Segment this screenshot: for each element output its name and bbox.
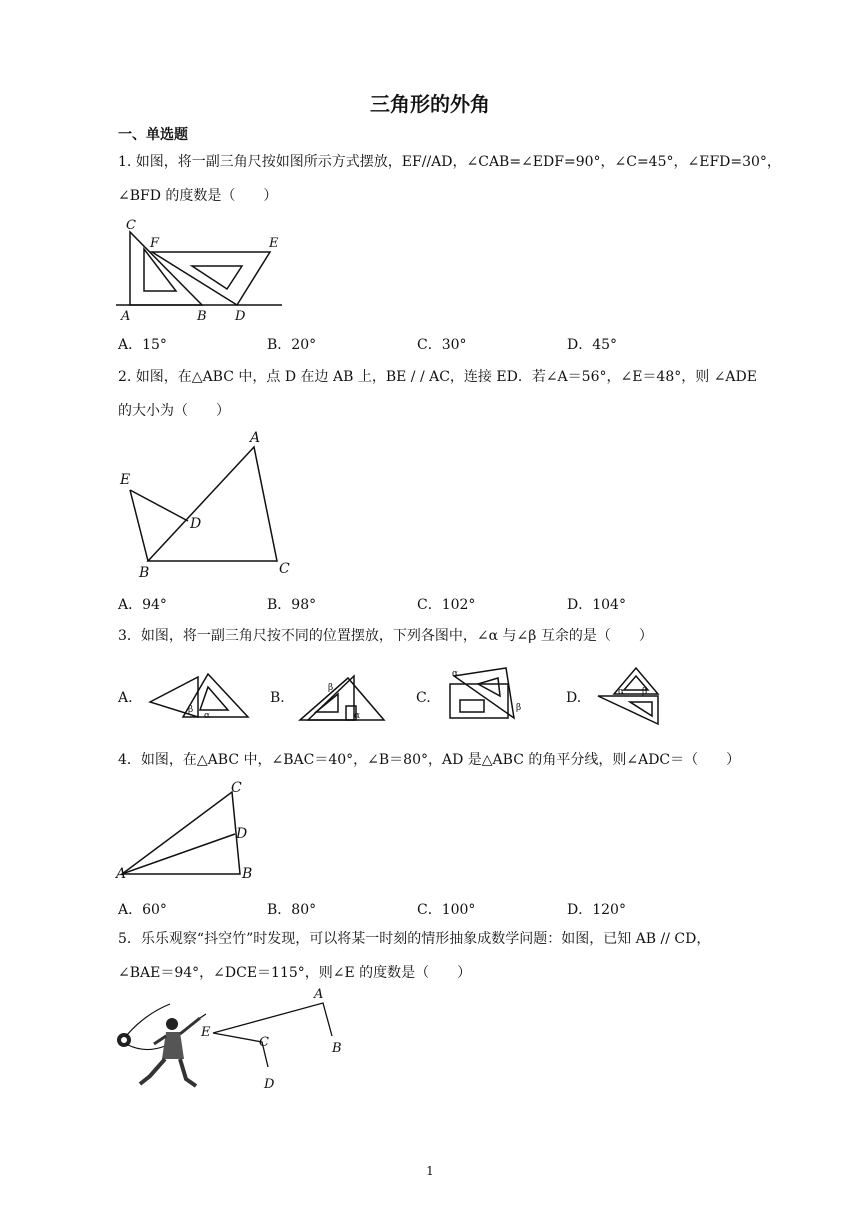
q1-figure xyxy=(112,214,287,324)
q4-label-a: A xyxy=(116,866,127,882)
q3c-alpha: α xyxy=(452,669,459,679)
q5-label-b: B xyxy=(332,1041,342,1056)
q5-label-d: D xyxy=(264,1077,275,1092)
q2-text-line1: 2. 如图，在△ABC 中，点 D 在边 AB 上，BE / / AC，连接 ED．若∠A＝56°，∠E＝48°，则 ∠ADE xyxy=(118,369,757,385)
q5-label-e: E xyxy=(201,1025,211,1040)
q2-label-e: E xyxy=(120,472,131,488)
q1-option-d[interactable]: D．45° xyxy=(567,337,618,353)
q4-figure xyxy=(112,776,272,886)
page-title: 三角形的外角 xyxy=(370,92,490,116)
q2-option-d[interactable]: D．104° xyxy=(567,597,626,613)
q3-option-c[interactable]: C. xyxy=(416,690,431,706)
page-number: 1 xyxy=(426,1164,434,1178)
q1-option-b[interactable]: B．20° xyxy=(267,337,317,353)
q2-label-c: C xyxy=(279,561,290,577)
q1-label-f: F xyxy=(150,236,160,251)
q2-option-a[interactable]: A．94° xyxy=(118,597,167,613)
q4-text-line1: 4．如图，在△ABC 中，∠BAC＝40°，∠B＝80°，AD 是△ABC 的角平分线，则∠ADC＝（ ） xyxy=(118,752,741,768)
q3-figure-b xyxy=(298,668,386,724)
q4-option-c[interactable]: C．100° xyxy=(417,902,476,918)
q3-figure-c xyxy=(446,666,526,722)
section-heading: 一、单选题 xyxy=(118,127,188,143)
q3a-beta: β xyxy=(188,705,194,715)
diabolo-player-illustration xyxy=(117,1004,206,1086)
q2-text-line2: 的大小为（ ） xyxy=(118,403,230,419)
q4-label-d: D xyxy=(236,826,248,842)
q2-option-b[interactable]: B．98° xyxy=(267,597,317,613)
q3b-alpha: α xyxy=(354,711,361,721)
q3-option-d[interactable]: D. xyxy=(566,690,582,706)
q4-option-b[interactable]: B．80° xyxy=(267,902,317,918)
q5-label-c: C xyxy=(259,1035,269,1050)
q2-option-c[interactable]: C．102° xyxy=(417,597,476,613)
q1-label-b: B xyxy=(197,309,207,324)
q2-figure xyxy=(112,428,302,583)
q1-label-a: A xyxy=(121,309,131,324)
q2-label-a: A xyxy=(250,430,261,446)
q3d-alpha: α xyxy=(618,687,625,697)
q5-text-line1: 5．乐乐观察“抖空竹”时发现，可以将某一时刻的情形抽象成数学问题：如图，已知 AB // CD， xyxy=(118,931,711,947)
q4-option-a[interactable]: A．60° xyxy=(118,902,167,918)
q5-label-a: A xyxy=(314,987,324,1002)
q3-text-line1: 3．如图，将一副三角尺按不同的位置摆放，下列各图中，∠α 与∠β 互余的是（ ） xyxy=(118,628,653,644)
q4-label-b: B xyxy=(242,866,253,882)
q1-option-c[interactable]: C．30° xyxy=(417,337,467,353)
q3c-beta: β xyxy=(516,703,522,713)
q1-label-d: D xyxy=(235,309,246,324)
q4-label-c: C xyxy=(231,780,242,796)
q4-option-d[interactable]: D．120° xyxy=(567,902,626,918)
q2-label-b: B xyxy=(139,565,150,581)
q3-figure-d xyxy=(596,666,662,726)
q1-option-a[interactable]: A．15° xyxy=(118,337,167,353)
q3b-beta: β xyxy=(328,683,334,693)
q5-figure xyxy=(110,984,350,1096)
q3a-alpha: α xyxy=(204,711,211,721)
q5-text-line2: ∠BAE＝94°，∠DCE＝115°，则∠E 的度数是（ ） xyxy=(118,965,472,981)
q1-label-e: E xyxy=(269,236,279,251)
q3d-beta: β xyxy=(642,687,648,697)
q3-option-a[interactable]: A. xyxy=(118,690,133,706)
q3-figure-a xyxy=(148,672,253,722)
q1-text-line2: ∠BFD 的度数是（ ） xyxy=(118,188,278,204)
q1-text-line1: 1. 如图，将一副三角尺按如图所示方式摆放，EF//AD，∠CAB=∠EDF=90°，∠C=45°，∠EFD=30°， xyxy=(118,154,781,170)
q1-label-c: C xyxy=(126,218,136,233)
q2-label-d: D xyxy=(190,516,202,532)
q3-option-b[interactable]: B. xyxy=(270,690,285,706)
